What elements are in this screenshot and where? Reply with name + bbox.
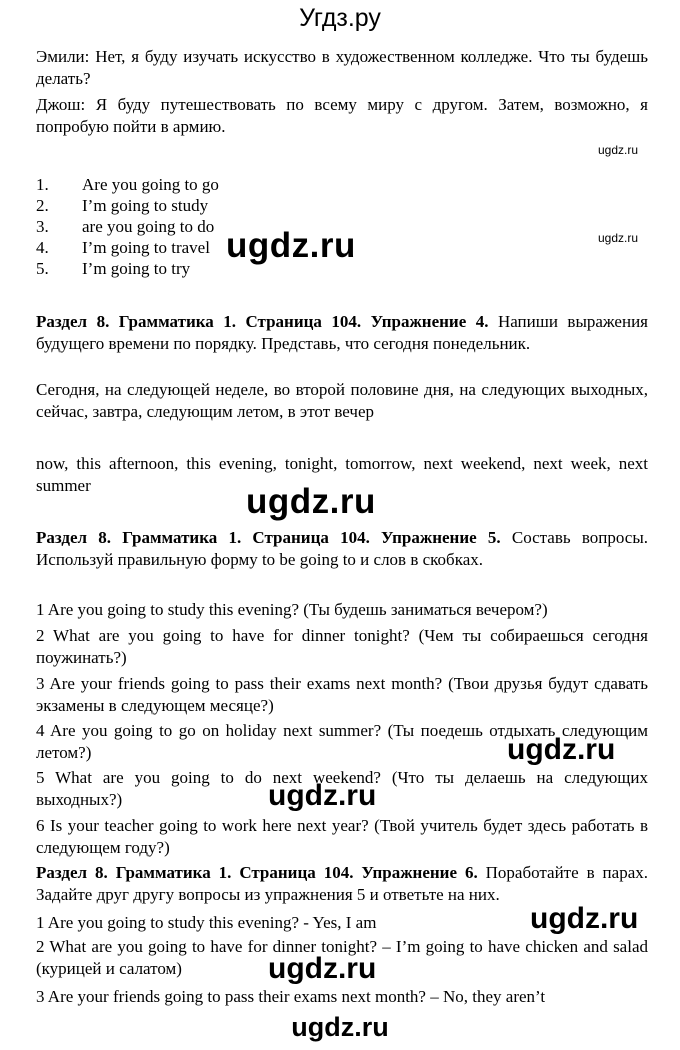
exercise-heading-bold: Раздел 8. Грамматика 1. Страница 104. Упражнение 6. [36,863,478,882]
watermark-big: ugdz.ru [530,902,639,935]
list-item [36,216,219,237]
exercise-4-answer: now, this afternoon, this evening, tonight, tomorrow, next weekend, next week, next summer [36,454,648,495]
exercise-task: Составь вопросы. Используй правильную форму to be going to и слов в скобках. [36,528,648,569]
exercise-6-heading [36,862,648,906]
exercise-5-item: 6 Is your teacher going to work here next year? (Твой учитель будет здесь работать в следующем году?) [36,816,648,857]
list-number: 3. [36,217,49,236]
list-text: I’m going to try [82,259,191,278]
exercise-5-item: 5 What are you going to do next weekend? (Что ты делаешь на следующих выходных?) [36,768,648,809]
watermark-big: ugdz.ru [268,779,377,812]
list-number: 1. [36,175,49,194]
watermark-small: ugdz.ru [598,143,639,157]
exercise-heading-bold: Раздел 8. Грамматика 1. Страница 104. Упражнение 4. [36,312,489,331]
watermark-footer: ugdz.ru [291,1012,389,1042]
list-text: I’m going to study [82,196,209,215]
exercise-6-item: 3 Are your friends going to pass their exams next month? – No, they aren’t [36,987,546,1006]
list-item [36,195,219,216]
exercise-5-heading [36,527,648,571]
list-number: 2. [36,196,49,215]
exercise-heading-bold: Раздел 8. Грамматика 1. Страница 104. Упражнение 5. [36,528,501,547]
list-number: 4. [36,238,49,257]
list-text: are you going to do [82,217,215,236]
exercise-5-item: 1 Are you going to study this evening? (Ты будешь заниматься вечером?) [36,600,548,619]
answers-list [36,174,219,279]
exercise-4-heading [36,311,648,355]
watermark-big: ugdz.ru [268,952,377,985]
watermark-big: ugdz.ru [507,733,616,766]
dialog-josh: Джош: Я буду путешествовать по всему миру с другом. Затем, возможно, я попробую пойти в армию. [36,95,648,136]
site-title: Угдз.ру [299,4,381,32]
exercise-task: Поработайте в парах. Задайте друг другу вопросы из упражнения 5 и ответьте на них. [36,863,648,904]
watermark-big: ugdz.ru [226,226,356,265]
exercise-5-item: 3 Are your friends going to pass their exams next month? (Твои друзья будут сдавать экзамены в следующем месяце?) [36,674,648,715]
list-number: 5. [36,259,49,278]
exercise-4-russian: Сегодня, на следующей неделе, во второй половине дня, на следующих выходных, сейчас, завтра, следующим летом, в этот вечер [36,380,648,421]
exercise-6-item: 2 What are you going to have for dinner tonight? – I’m going to have chicken and salad (курицей и салатом) [36,937,648,978]
exercise-5-item: 4 Are you going to go on holiday next summer? (Ты поедешь отдыхать следующим летом?) [36,721,648,762]
exercise-5-item: 2 What are you going to have for dinner tonight? (Чем ты собираешься сегодня поужинать?) [36,626,648,667]
dialog-emily: Эмили: Нет, я буду изучать искусство в художественном колледже. Что ты будешь делать? [36,47,648,88]
list-text: I’m going to travel [82,238,210,257]
watermark-small: ugdz.ru [598,231,639,245]
list-item [36,174,219,195]
list-item [36,237,219,258]
exercise-task: Напиши выражения будущего времени по порядку. Представь, что сегодня понедельник. [36,312,648,353]
exercise-6-item: 1 Are you going to study this evening? - Yes, I am [36,913,377,932]
list-item [36,258,219,279]
list-text: Are you going to go [82,175,219,194]
watermark-big: ugdz.ru [246,482,376,521]
